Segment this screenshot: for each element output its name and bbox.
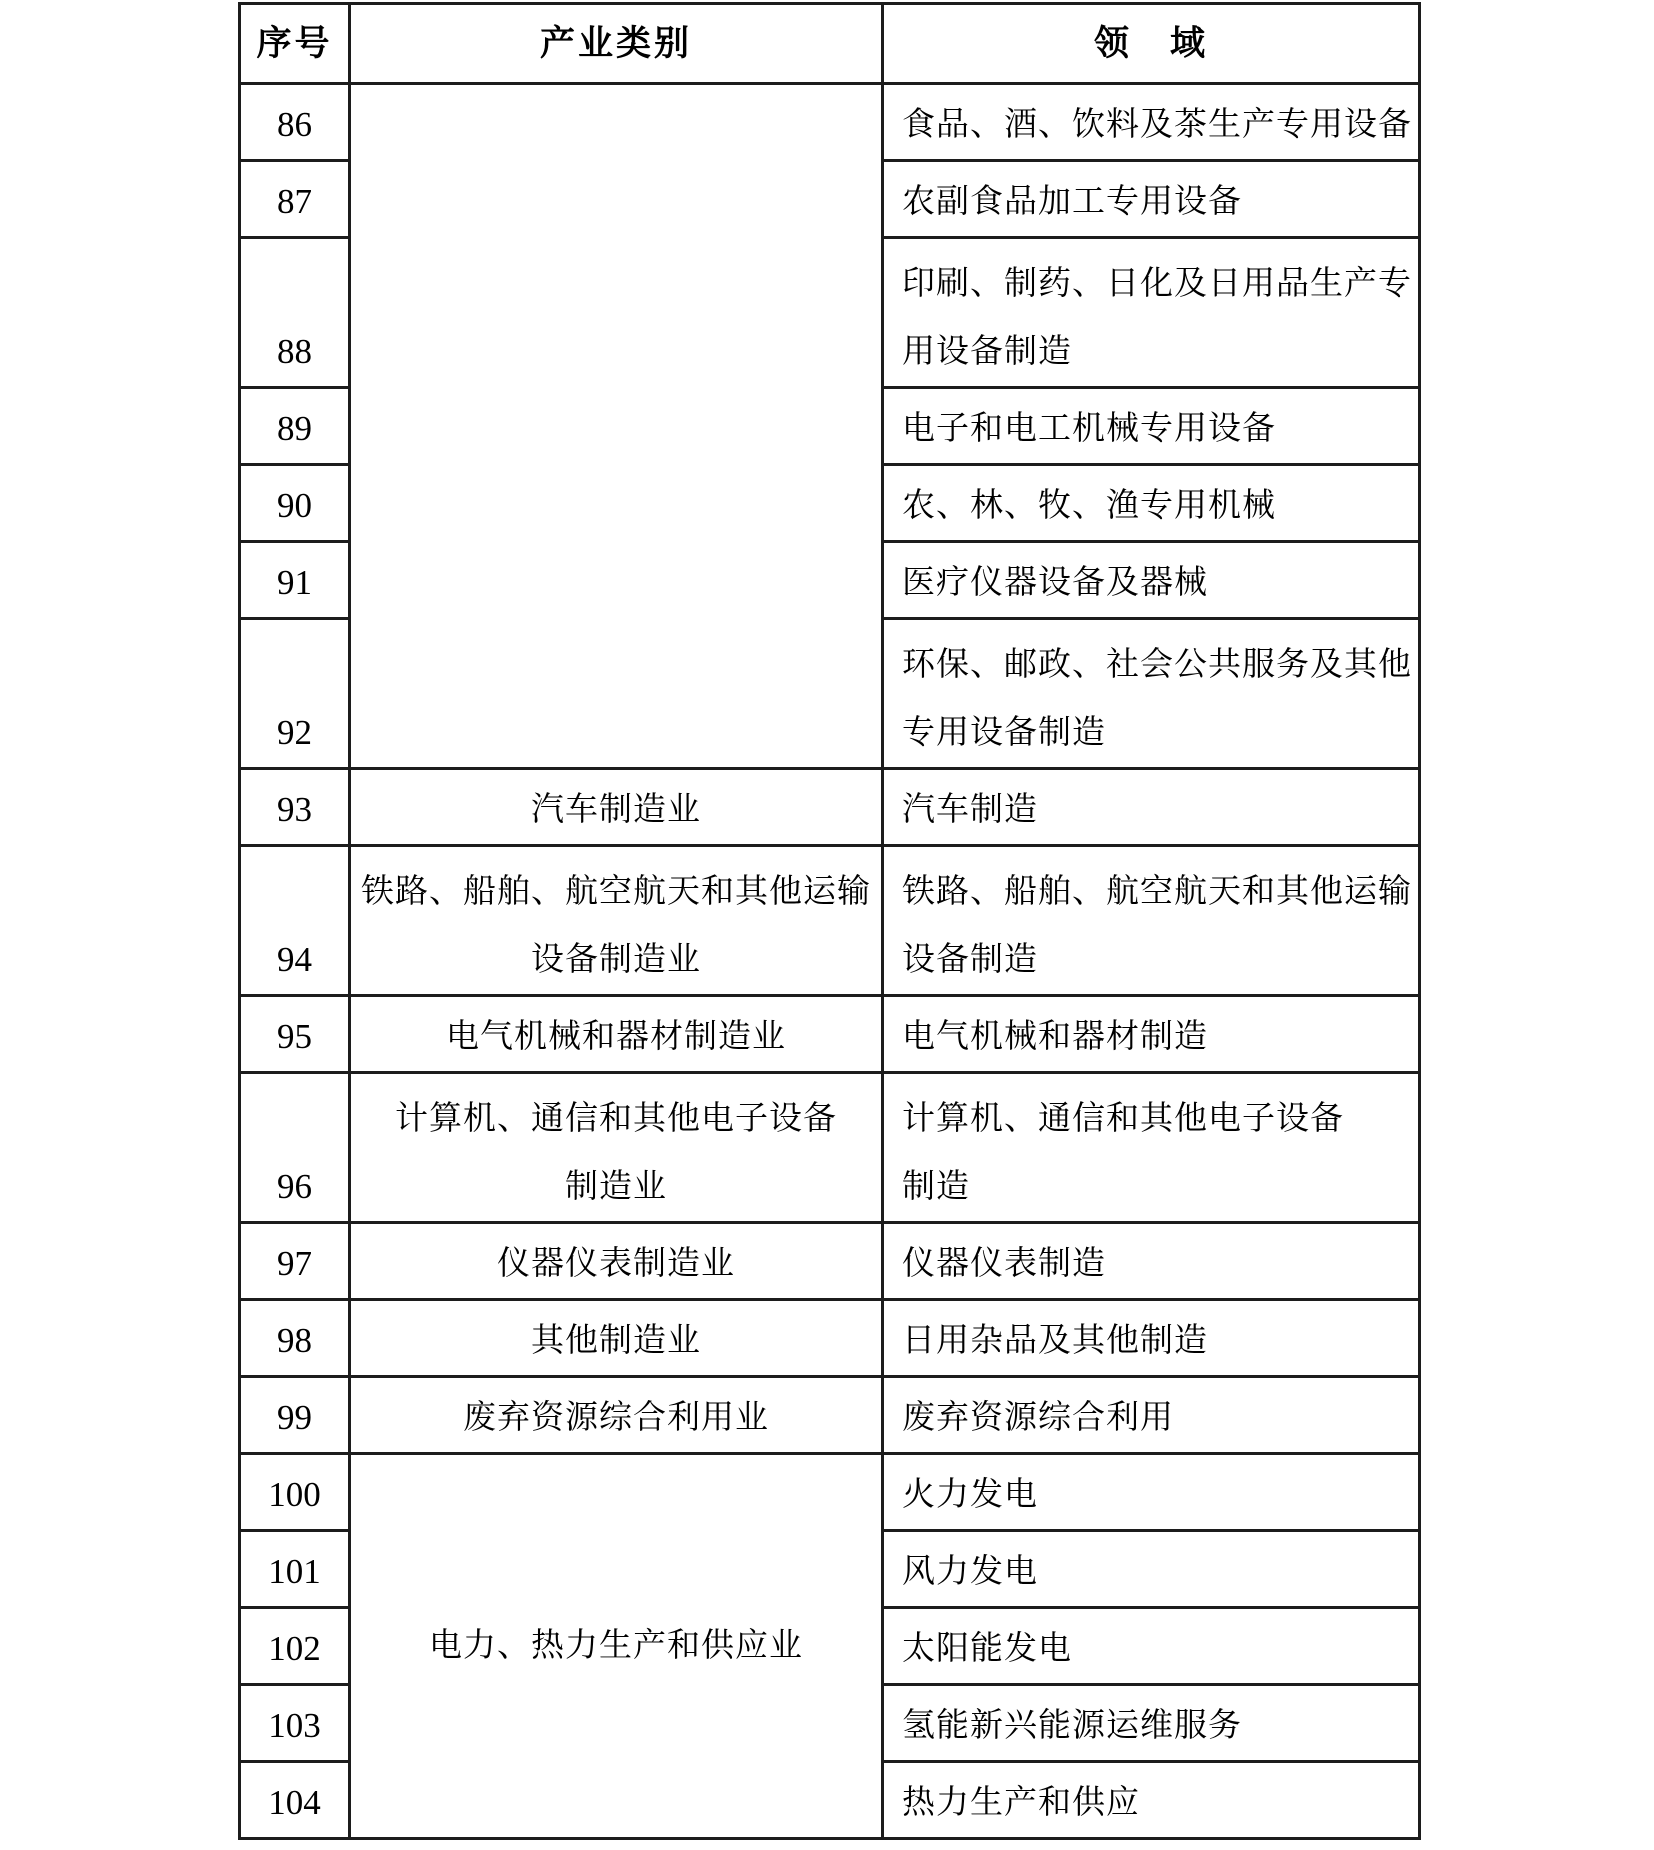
row-91-field: 医疗仪器设备及器械 [883,542,1420,619]
row-104-field: 热力生产和供应 [883,1762,1420,1839]
row-98-category: 其他制造业 [350,1300,883,1377]
header-category: 产业类别 [350,4,883,84]
row-94-no: 94 [240,846,350,996]
row-97-field: 仪器仪表制造 [883,1223,1420,1300]
header-row [240,4,1420,84]
row-90-no: 90 [240,465,350,542]
row-86-no: 86 [240,84,350,161]
row-100-no: 100 [240,1454,350,1531]
row-93-no: 93 [240,769,350,846]
category-merged-cell-86-92 [350,84,883,769]
row-102-no: 102 [240,1608,350,1685]
row-103-no: 103 [240,1685,350,1762]
category-merged-cell-100-104: 电力、热力生产和供应业 [350,1454,883,1839]
row-97-no: 97 [240,1223,350,1300]
row-94-category: 铁路、船舶、航空航天和其他运输 设备制造业 [350,846,883,996]
row-98-field: 日用杂品及其他制造 [883,1300,1420,1377]
row-88-no: 88 [240,238,350,388]
table-row-96 [240,1073,1420,1223]
row-92-field: 环保、邮政、社会公共服务及其他 专用设备制造 [883,619,1420,769]
row-89-field: 电子和电工机械专用设备 [883,388,1420,465]
row-93-field: 汽车制造 [883,769,1420,846]
row-90-field: 农、林、牧、渔专用机械 [883,465,1420,542]
row-87-no: 87 [240,161,350,238]
table-row-99 [240,1377,1420,1454]
row-88-field: 印刷、制药、日化及日用品生产专 用设备制造 [883,238,1420,388]
row-89-no: 89 [240,388,350,465]
row-87-field: 农副食品加工专用设备 [883,161,1420,238]
row-95-no: 95 [240,996,350,1073]
row-95-field: 电气机械和器材制造 [883,996,1420,1073]
row-95-category: 电气机械和器材制造业 [350,996,883,1073]
row-93-category: 汽车制造业 [350,769,883,846]
row-96-category: 计算机、通信和其他电子设备 制造业 [350,1073,883,1223]
industry-field-table [238,2,1421,1840]
row-103-field: 氢能新兴能源运维服务 [883,1685,1420,1762]
row-99-field: 废弃资源综合利用 [883,1377,1420,1454]
row-102-field: 太阳能发电 [883,1608,1420,1685]
row-96-field: 计算机、通信和其他电子设备 制造 [883,1073,1420,1223]
row-100-field: 火力发电 [883,1454,1420,1531]
header-field: 领 域 [883,4,1420,84]
row-91-no: 91 [240,542,350,619]
row-104-no: 104 [240,1762,350,1839]
row-101-field: 风力发电 [883,1531,1420,1608]
table-row-86 [240,84,1420,161]
row-97-category: 仪器仪表制造业 [350,1223,883,1300]
row-99-no: 99 [240,1377,350,1454]
row-94-field: 铁路、船舶、航空航天和其他运输 设备制造 [883,846,1420,996]
row-92-no: 92 [240,619,350,769]
table-row-94 [240,846,1420,996]
row-98-no: 98 [240,1300,350,1377]
row-99-category: 废弃资源综合利用业 [350,1377,883,1454]
table-row-98 [240,1300,1420,1377]
table-row-93 [240,769,1420,846]
table-row-100 [240,1454,1420,1531]
table-row-95 [240,996,1420,1073]
row-86-field: 食品、酒、饮料及茶生产专用设备 [883,84,1420,161]
table-row-97 [240,1223,1420,1300]
header-no: 序号 [240,4,350,84]
row-96-no: 96 [240,1073,350,1223]
row-101-no: 101 [240,1531,350,1608]
